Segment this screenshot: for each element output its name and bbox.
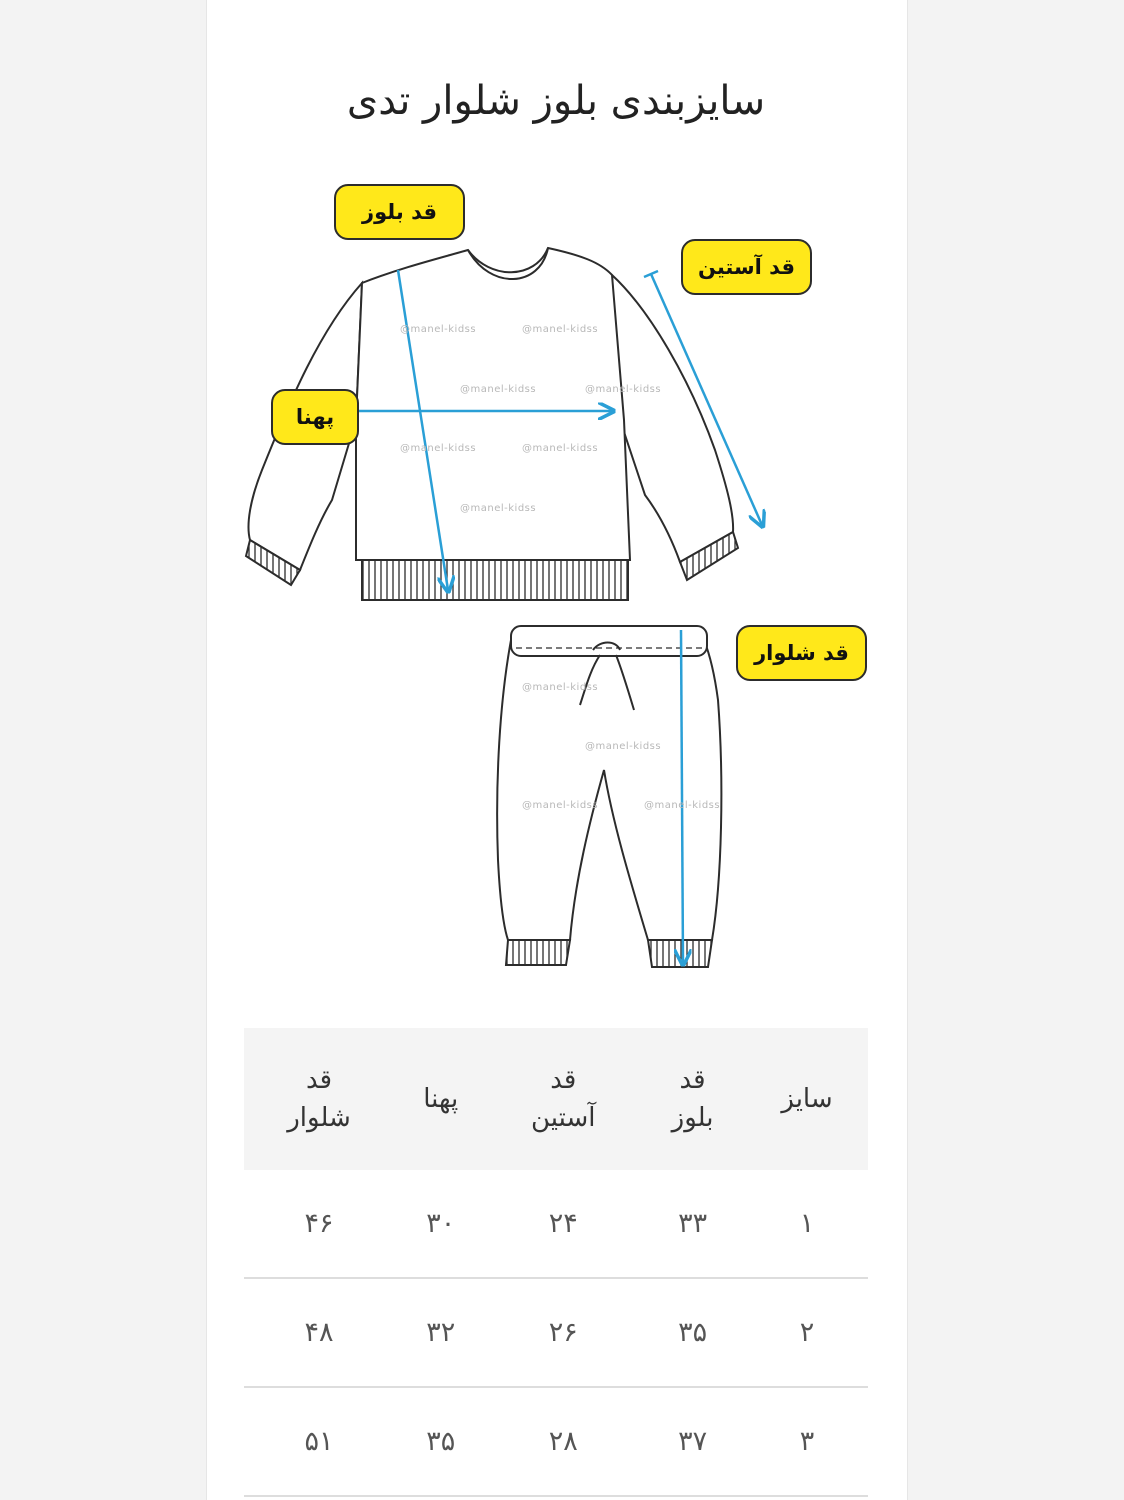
- header-width: پهنا: [394, 1028, 487, 1170]
- watermark: @manel-kidss: [400, 324, 477, 335]
- pants-length-label: قد شلوار: [736, 625, 867, 681]
- header-pants-length: قد شلوار: [244, 1028, 394, 1170]
- table-row: [244, 1387, 868, 1496]
- cell-blouse-length: ۳۵: [639, 1278, 746, 1387]
- cell-width: ۳۰: [394, 1170, 487, 1278]
- size-table: [244, 1028, 868, 1497]
- page-title: سایزبندی بلوز شلوار تدی: [346, 78, 766, 124]
- width-label: پهنا: [271, 389, 359, 445]
- pants-right-cuff: [648, 940, 712, 967]
- cell-pants-length: ۴۶: [244, 1170, 394, 1278]
- watermark: @manel-kidss: [585, 384, 662, 395]
- sleeve-length-label: قد آستین: [681, 239, 812, 295]
- cell-blouse-length: ۳۳: [639, 1170, 746, 1278]
- table-row: [244, 1278, 868, 1387]
- cell-sleeve-length: ۲۸: [487, 1387, 639, 1496]
- pants-outline: [497, 626, 721, 940]
- table-row: [244, 1170, 868, 1278]
- cell-blouse-length: ۳۷: [639, 1387, 746, 1496]
- watermark: @manel-kidss: [400, 443, 477, 454]
- cell-width: ۳۵: [394, 1387, 487, 1496]
- watermark: @manel-kidss: [522, 800, 599, 811]
- cell-sleeve-length: ۲۴: [487, 1170, 639, 1278]
- watermark: @manel-kidss: [460, 384, 537, 395]
- cell-size: ۳: [746, 1387, 868, 1496]
- pants-left-cuff: [506, 940, 570, 965]
- cell-width: ۳۲: [394, 1278, 487, 1387]
- watermark: @manel-kidss: [522, 324, 599, 335]
- cell-size: ۱: [746, 1170, 868, 1278]
- watermark: @manel-kidss: [585, 741, 662, 752]
- watermark: @manel-kidss: [522, 682, 599, 693]
- cell-pants-length: ۴۸: [244, 1278, 394, 1387]
- header-size: سایز: [746, 1028, 868, 1170]
- sweatshirt-waistband: [362, 560, 628, 600]
- header-blouse-length: قد بلوز: [639, 1028, 746, 1170]
- watermark: @manel-kidss: [644, 800, 721, 811]
- watermark: @manel-kidss: [522, 443, 599, 454]
- table-header-row: [244, 1028, 868, 1170]
- blouse-length-label: قد بلوز: [334, 184, 465, 240]
- cell-sleeve-length: ۲۶: [487, 1278, 639, 1387]
- cell-size: ۲: [746, 1278, 868, 1387]
- watermark: @manel-kidss: [460, 503, 537, 514]
- header-sleeve-length: قد آستین: [487, 1028, 639, 1170]
- cell-pants-length: ۵۱: [244, 1387, 394, 1496]
